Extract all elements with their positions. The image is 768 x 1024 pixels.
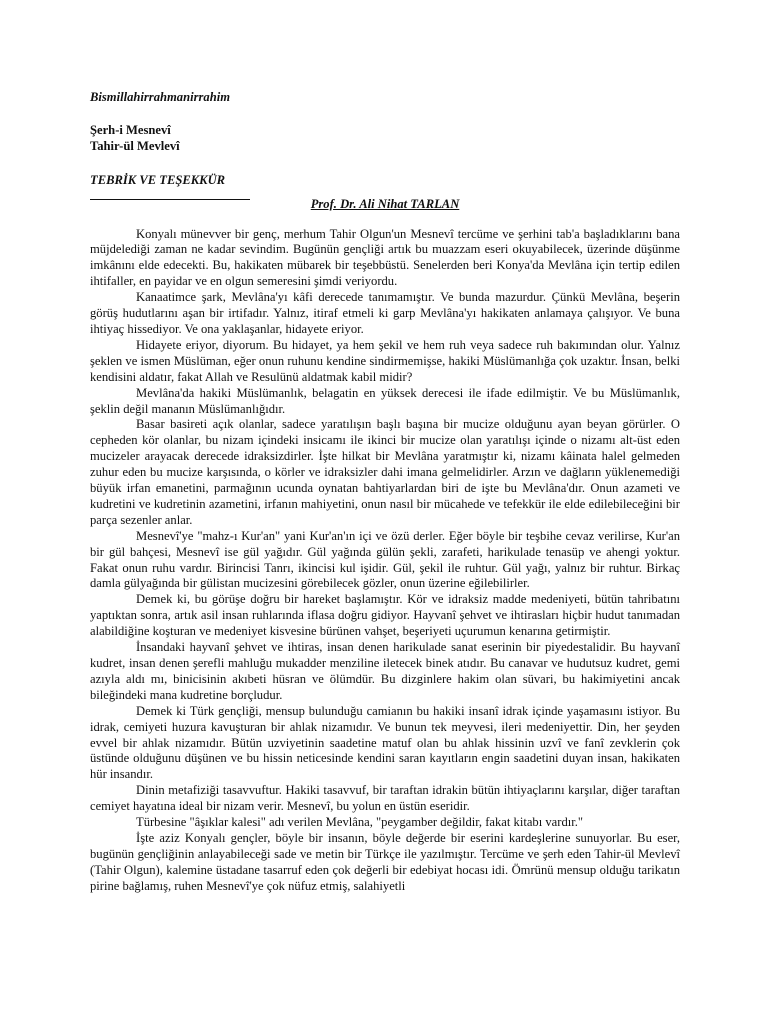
paragraph: Demek ki, bu görüşe doğru bir hareket başlamıştır. Kör ve idraksiz madde medeniyeti, bütün tahribatını yaptıktan sonra, artık asil insan ruhlarında iflasa doğru gidiyor. Hayvanî şehvet ve ihtirasları hiçbir hudut tanımadan alabildiğine koşturan ve medeniyet kisvesine bürünen vahşet, beşeriyeti uçurumun kenarına getirmiştir. [90, 592, 680, 639]
paragraph: Kanaatimce şark, Mevlâna'yı kâfi derecede tanımamıştır. Ve bunda mazurdur. Çünkü Mevlâna, beşerin görüş hudutlarını aşan bir irtifadır. Yalnız, itiraf etmeli ki garp Mevlâna'yı hakikaten anlamaya çalışıyor. Ve buna ihtiyaç hissediyor. Ve ona yaklaşanlar, hidayete eriyor. [90, 290, 680, 336]
paragraph: Dinin metafiziği tasavvuftur. Hakiki tasavvuf, bir taraftan idrakin bütün ihtiyaçlarını karşılar, diğer taraftan cemiyet hayatına ideal bir nizam verir. Mesnevî, bu yolun en üstün eseridir. [90, 783, 680, 814]
section-title: TEBRİK VE TEŞEKKÜR [90, 172, 226, 187]
paragraph: Demek ki Türk gençliği, mensup bulunduğu camianın bu hakiki insanî idrak içinde yaşamasını istiyor. Bu idrak, cemiyeti huzura kavuşturan bir ahlak nizamıdır. Ve bunun tek meyvesi, ileri medeniyettir. Din, her şeyden evvel bir ahlak nizamıdır. Bütün uzviyetinin saadetine matuf olan bu ahlak hissinin uzvî ve fanî zevklerin çok üstünde olduğunu düşünen ve bu hissin neticesinde kendini saran kayıtların engin saadetini duyan insan, hakikaten hür insandır. [90, 703, 680, 782]
paragraph: Hidayete eriyor, diyorum. Bu hidayet, ya hem şekil ve hem ruh veya sadece ruh bakımından olur. Yalnız şeklen ve ismen Müslüman, eğer onun ruhunu kendine sindirmemişse, hakiki Müslümanlığa çok uzaktır. İnsan, belki kendisini aldatır, fakat Allah ve Resulünü aldatmak kabil midir? [90, 337, 680, 384]
work-title-block [90, 123, 680, 155]
paragraph: Türbesine "âşıklar kalesi" adı verilen Mevlâna, "peygamber değildir, fakat kitabı vardır." [136, 815, 584, 830]
section-author: Prof. Dr. Ali Nihat TARLAN [310, 196, 460, 211]
paragraph: Konyalı münevver bir genç, merhum Tahir Olgun'un Mesnevî tercüme ve şerhini tab'a başladıklarını bana müjdelediği zaman ne kadar sevindim. Bugünün gençliği artık bu muazzam eseri okuyabilecek, üzerinde düşünme imkânını elde edecekti. Bu, hakikaten mübarek bir teşebbüstü. Senelerden beri Konya'da Mevlâna için tertip edilen ihtifaller, en payidar ve en olgun semeresini şimdi veriyordu. [90, 226, 680, 289]
bismillah-heading: Bismillahirrahmanirrahim [90, 90, 230, 104]
work-author: Tahir-ül Mevlevî [90, 138, 180, 153]
paragraph: Mevlâna'da hakiki Müslümanlık, belagatin en yüksek derecesi ile ifade edilmiştir. Ve bu Müslümanlık, şeklin değil mananın Müslümanlığıdır. [90, 385, 680, 416]
paragraph: Mesnevî'ye "mahz-ı Kur'an" yani Kur'an'ın içi ve özü derler. Eğer böyle bir teşbihe cevaz verilirse, Kur'an bir gül bahçesi, Mesnevî ise gül yağıdır. Gül yağında gülün şekli, zarafeti, harikulade tenasüp ve ahengi yoktur. Fakat onun ruhu vardır. Birincisi Tanrı, ikincisi kul işidir. Gül, şekil ile ruhtur. Gül yağı, yalnız bir ruhtur. Birkaç damla gülyağında bir gülistan mucizesini görebilecek gözler, onun üzerine eğilebilirler. [90, 528, 680, 591]
document-page [90, 90, 680, 895]
paragraph: İşte aziz Konyalı gençler, böyle bir insanın, böyle değerde bir eserini kardeşlerine sunuyorlar. Bu eser, bugünün gençliğinin anlayabileceği sade ve metin bir Türkçe ile yazılmıştır. Tercüme ve şerh eden Tahir-ül Mevlevî (Tahir Olgun), kalemine üstadane tasarruf eden çok değerli bir edebiyat hocası idi. Ömrünü mensup olduğu tarikatın pirine bağlamış, ruhen Mesnevî'ye çok nüfuz etmiş, salahiyetli [90, 830, 680, 893]
paragraph: İnsandaki hayvanî şehvet ve ihtiras, insan denen harikulade sanat eserinin bir piyedestalidir. Bu hayvanî kudret, insan denen şerefli mahluğu mukadder menziline iletecek binek atıdır. Bu canavar ve hudutsuz kudret, gemi azıyla aldı mı, binicisinin akıbeti hüsran ve ölümdür. Bu dizginlere hakim olan süvari, bu hakimiyetini ancak bileğindeki mana kudretine borçludur. [90, 640, 680, 702]
work-title: Şerh-i Mesnevî [90, 122, 171, 137]
paragraph: Basar basireti açık olanlar, sadece yaratılışın başlı başına bir mucize olduğunu ayan beyan görürler. O cepheden kör olanlar, bu nizam içindeki insicamı ile ikinci bir mucize olan yaratılışı içinde o nizamı alt-üst eden mucizeler arayacak derecede idraksizdirler. İşte hilkat bir Mevlâna yaratmıştır ki, nizamı kâinata halel gelmeden zuhur eden bu mucize karşısında, o körler ve idraksizler dahi imana gelmelidirler. Arzın ve dağların yüklenemediği büyük irfan emanetini, parmağının ucunda oynatan bahtiyarlardan biri de işte bu Mevlâna'dır. Onun azameti ve kudretini ve kudretinin azametini, irfanın mahiyetini, onun nasıl bir mücahede ve tefekkür ile elde edilebileceğini bir parça sezenler anlar. [90, 417, 680, 527]
